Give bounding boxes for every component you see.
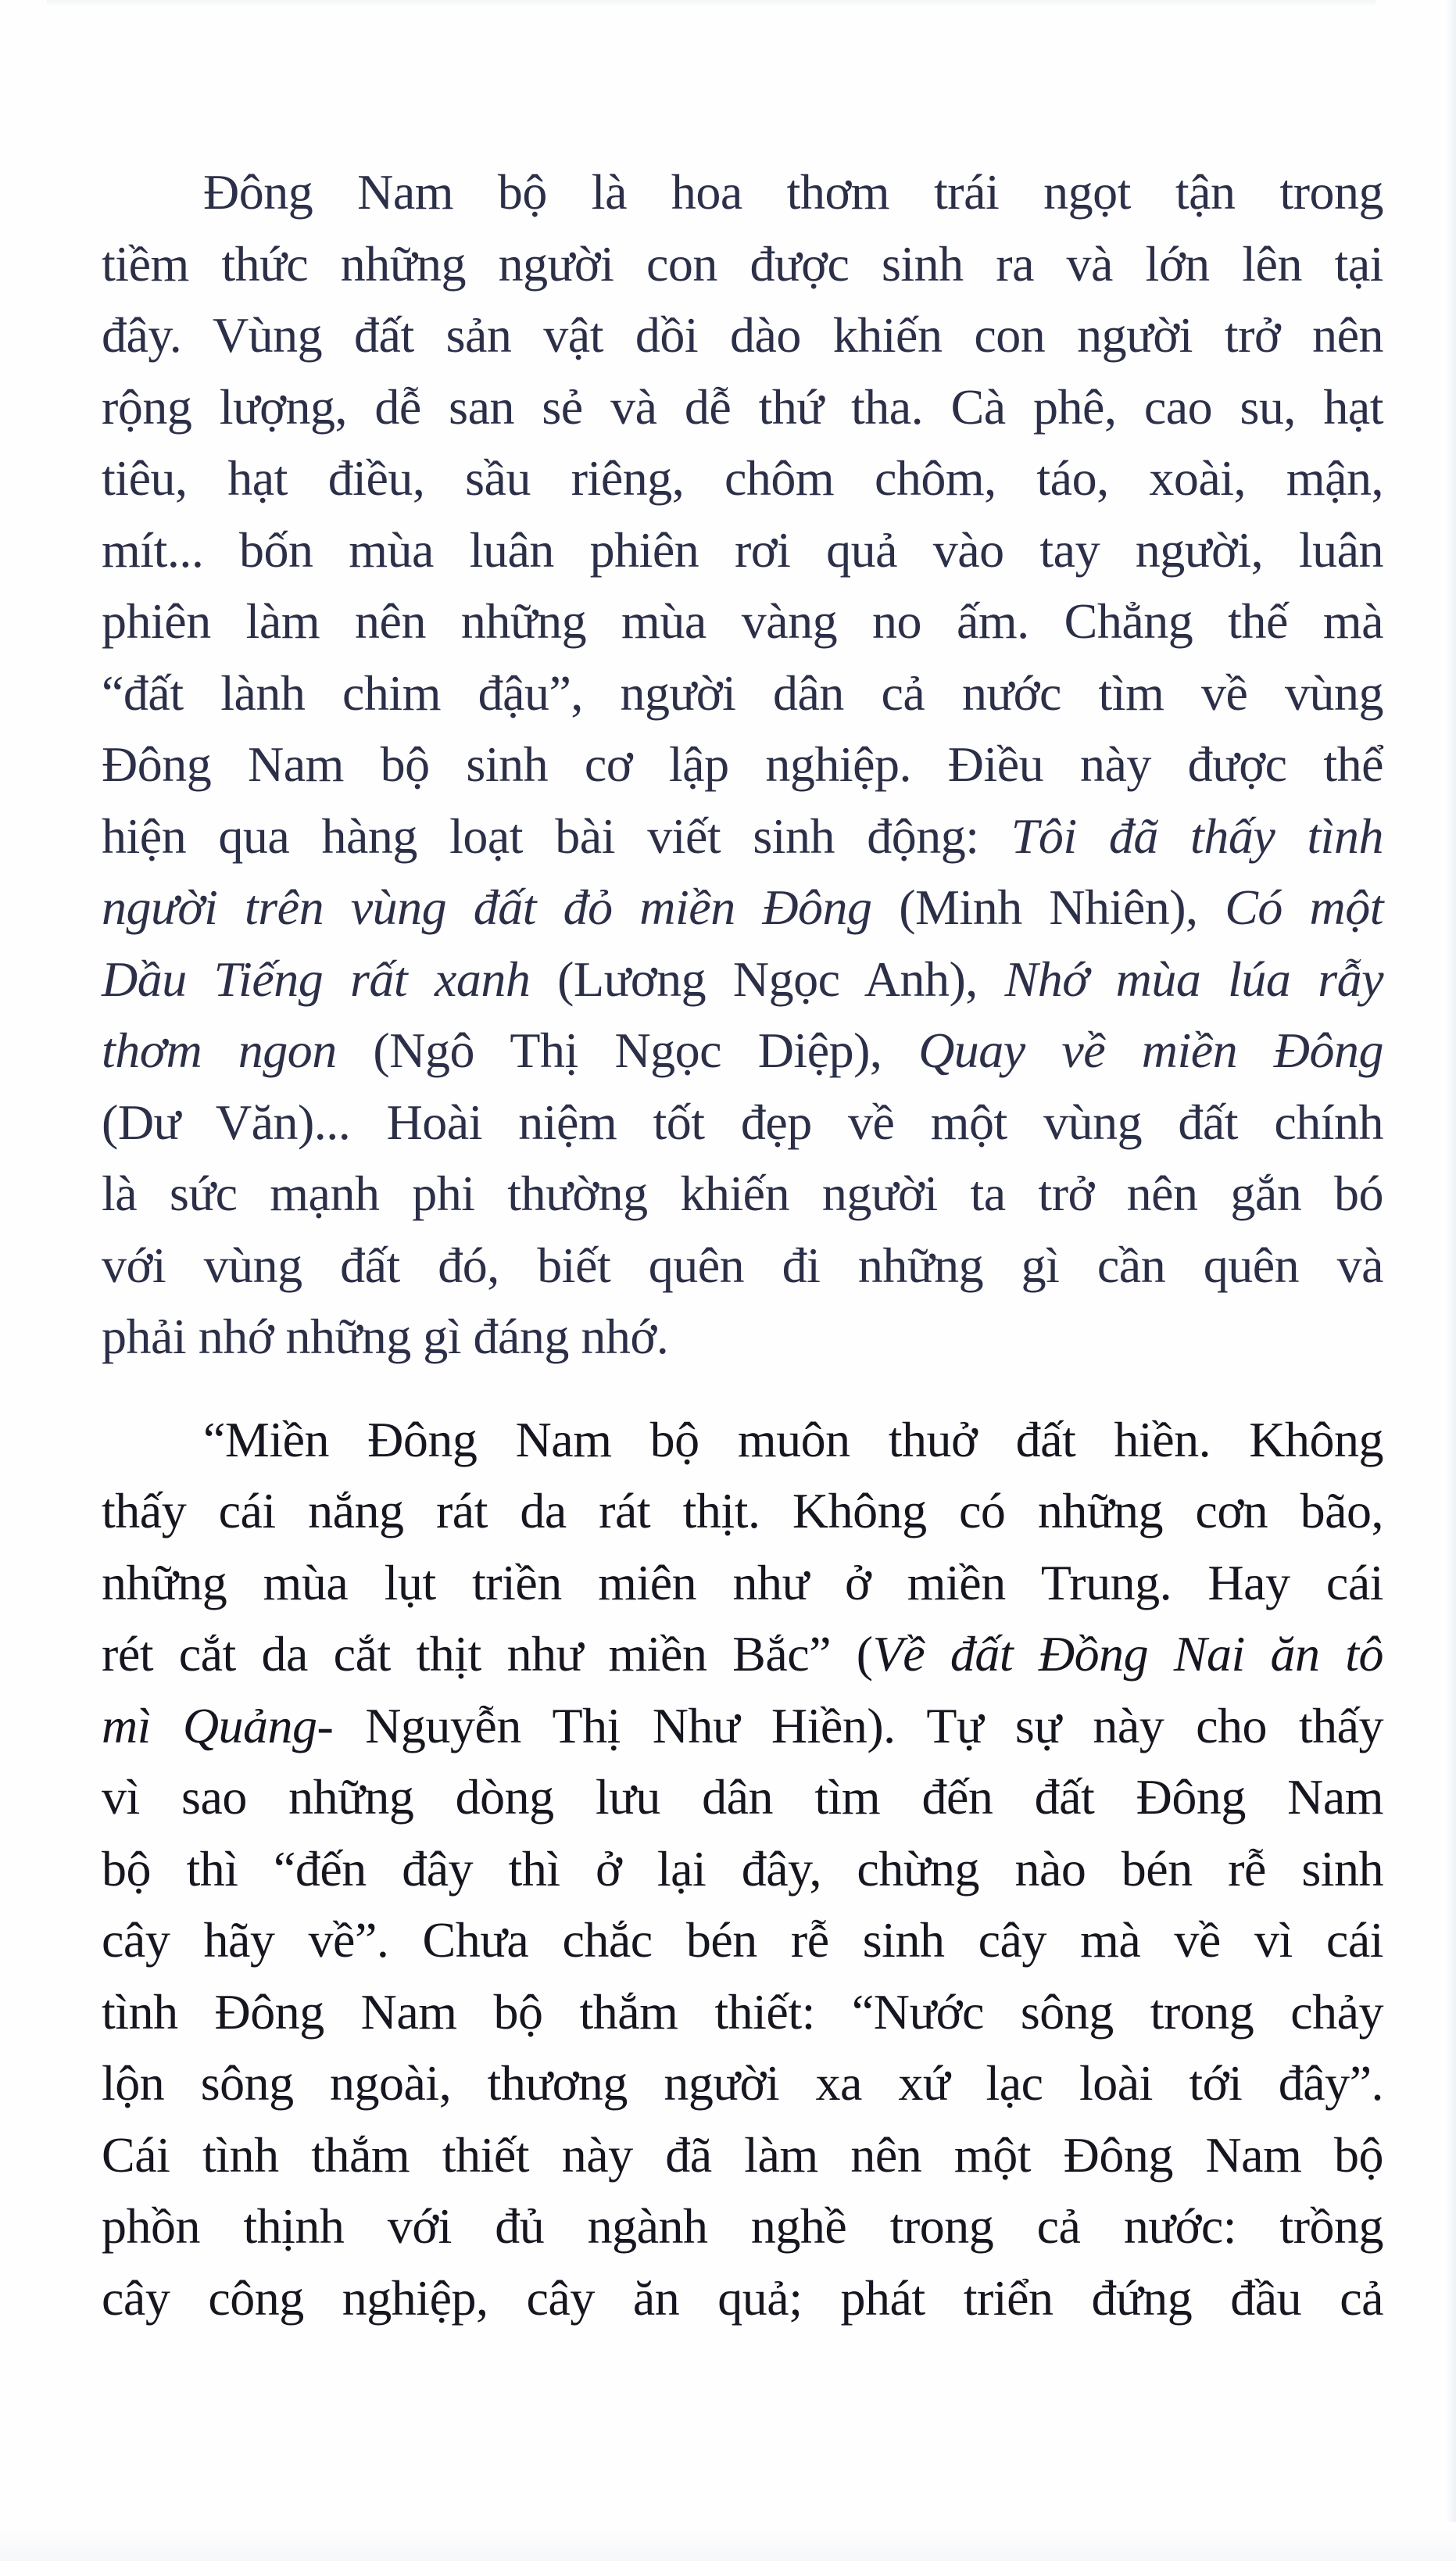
- italic-title: Quay về miền Đông: [918, 1023, 1384, 1078]
- text-run: (Dư Văn)... Hoài niệm tốt đẹp về một vùng đất chính: [102, 1094, 1383, 1150]
- text-run: phồn thịnh với đủ ngành nghề trong cả nước: trồng: [102, 2198, 1383, 2254]
- paragraph-1: [102, 156, 1383, 1373]
- text-run: tiêu, hạt điều, sầu riêng, chôm chôm, táo, xoài, mận,: [102, 450, 1383, 506]
- text-run: (Minh Nhiên),: [871, 879, 1225, 935]
- text-line: [102, 1087, 1383, 1159]
- text-run: rộng lượng, dễ san sẻ và dễ thứ tha. Cà phê, cao su, hạt: [102, 378, 1383, 435]
- text-line: [102, 1301, 1383, 1373]
- text-line: [102, 729, 1383, 801]
- text-line: [102, 2047, 1383, 2119]
- text-run: mít... bốn mùa luân phiên rơi quả vào tay người, luân: [102, 521, 1383, 578]
- italic-title: thơm ngon: [102, 1023, 337, 1078]
- text-run: tình Đông Nam bộ thắm thiết: “Nước sông trong chảy: [102, 1983, 1383, 2040]
- paragraph-gap: [102, 1373, 1383, 1404]
- text-line: [102, 801, 1383, 872]
- text-run: (Lương Ngọc Anh),: [530, 951, 1005, 1007]
- text-run: tiềm thức những người con được sinh ra và lớn lên tại: [102, 235, 1383, 292]
- text-run: (Ngô Thị Ngọc Diệp),: [336, 1023, 919, 1078]
- text-line: [102, 2190, 1383, 2262]
- text-run: cây hãy về”. Chưa chắc bén rễ sinh cây mà về vì cái: [102, 1912, 1383, 1968]
- text-line: [102, 1761, 1383, 1833]
- italic-title: người trên vùng đất đỏ miền Đông: [102, 879, 872, 935]
- body-text: [102, 156, 1383, 2334]
- text-run: phải nhớ những gì đáng nhớ.: [102, 1309, 669, 1364]
- text-run: phiên làm nên những mùa vàng no ấm. Chẳng thế mà: [102, 593, 1383, 649]
- text-line: [102, 2262, 1383, 2334]
- text-run: - Nguyễn Thị Như Hiền). Tự sự này cho thấy: [317, 1697, 1383, 1753]
- page-edge-bottom: [0, 2522, 1456, 2561]
- text-run: “đất lành chim đậu”, người dân cả nước tìm về vùng: [102, 664, 1383, 721]
- text-run: là sức mạnh phi thường khiến người ta trở nên gắn bó: [102, 1166, 1383, 1221]
- text-run: vì sao những dòng lưu dân tìm đến đất Đông Nam: [102, 1769, 1383, 1825]
- text-run: những mùa lụt triền miên như ở miền Trung. Hay cái: [102, 1554, 1383, 1610]
- text-line: [102, 156, 1383, 228]
- text-run: Đông Nam bộ sinh cơ lập nghiệp. Điều này được thể: [102, 736, 1383, 792]
- text-line: [102, 299, 1383, 371]
- text-line: [102, 2119, 1383, 2191]
- text-line: [102, 1230, 1383, 1302]
- italic-title: Tôi đã thấy tình: [1011, 808, 1384, 864]
- text-line: [102, 1976, 1383, 2048]
- text-line: [102, 586, 1383, 657]
- page-edge-right: [1445, 0, 1456, 2561]
- text-run: cây công nghiệp, cây ăn quả; phát triển đứng đầu cả: [102, 2269, 1383, 2326]
- text-run: “Miền Đông Nam bộ muôn thuở đất hiền. Không: [203, 1411, 1383, 1467]
- text-run: lộn sông ngoài, thương người xa xứ lạc loài tới đây”.: [102, 2055, 1383, 2111]
- text-line: [102, 1475, 1383, 1547]
- text-line: [102, 872, 1383, 944]
- paragraph-2: [102, 1404, 1383, 2334]
- italic-title: Có một: [1225, 879, 1384, 935]
- text-line: [102, 1904, 1383, 1976]
- italic-title: mì Quảng: [102, 1697, 317, 1753]
- text-line: [102, 1015, 1383, 1087]
- text-run: thấy cái nắng rát da rát thịt. Không có những cơn bão,: [102, 1483, 1383, 1538]
- text-line: [102, 1547, 1383, 1619]
- text-line: [102, 1690, 1383, 1762]
- text-run: Cái tình thắm thiết này đã làm nên một Đông Nam bộ: [102, 2126, 1383, 2183]
- text-run: rét cắt da cắt thịt như miền Bắc” (: [102, 1626, 873, 1682]
- italic-title: Dầu Tiếng rất xanh: [102, 951, 531, 1007]
- text-run: với vùng đất đó, biết quên đi những gì cần quên và: [102, 1237, 1383, 1293]
- text-line: [102, 1618, 1383, 1690]
- text-line: [102, 442, 1383, 514]
- text-line: [102, 371, 1383, 443]
- text-line: [102, 514, 1383, 586]
- text-run: Đông Nam bộ là hoa thơm trái ngọt tận trong: [203, 164, 1383, 220]
- text-line: [102, 1833, 1383, 1905]
- italic-title: Về đất Đồng Nai ăn tô: [872, 1626, 1384, 1682]
- text-line: [102, 1404, 1383, 1476]
- text-line: [102, 944, 1383, 1015]
- text-line: [102, 1158, 1383, 1230]
- text-line: [102, 657, 1383, 729]
- text-run: bộ thì “đến đây thì ở lại đây, chừng nào bén rễ sinh: [102, 1840, 1383, 1897]
- text-run: hiện qua hàng loạt bài viết sinh động:: [102, 808, 1011, 864]
- text-line: [102, 228, 1383, 300]
- italic-title: Nhớ mùa lúa rẫy: [1004, 951, 1384, 1007]
- page-edge-top: [47, 0, 1376, 8]
- text-run: đây. Vùng đất sản vật dồi dào khiến con người trở nên: [102, 307, 1383, 363]
